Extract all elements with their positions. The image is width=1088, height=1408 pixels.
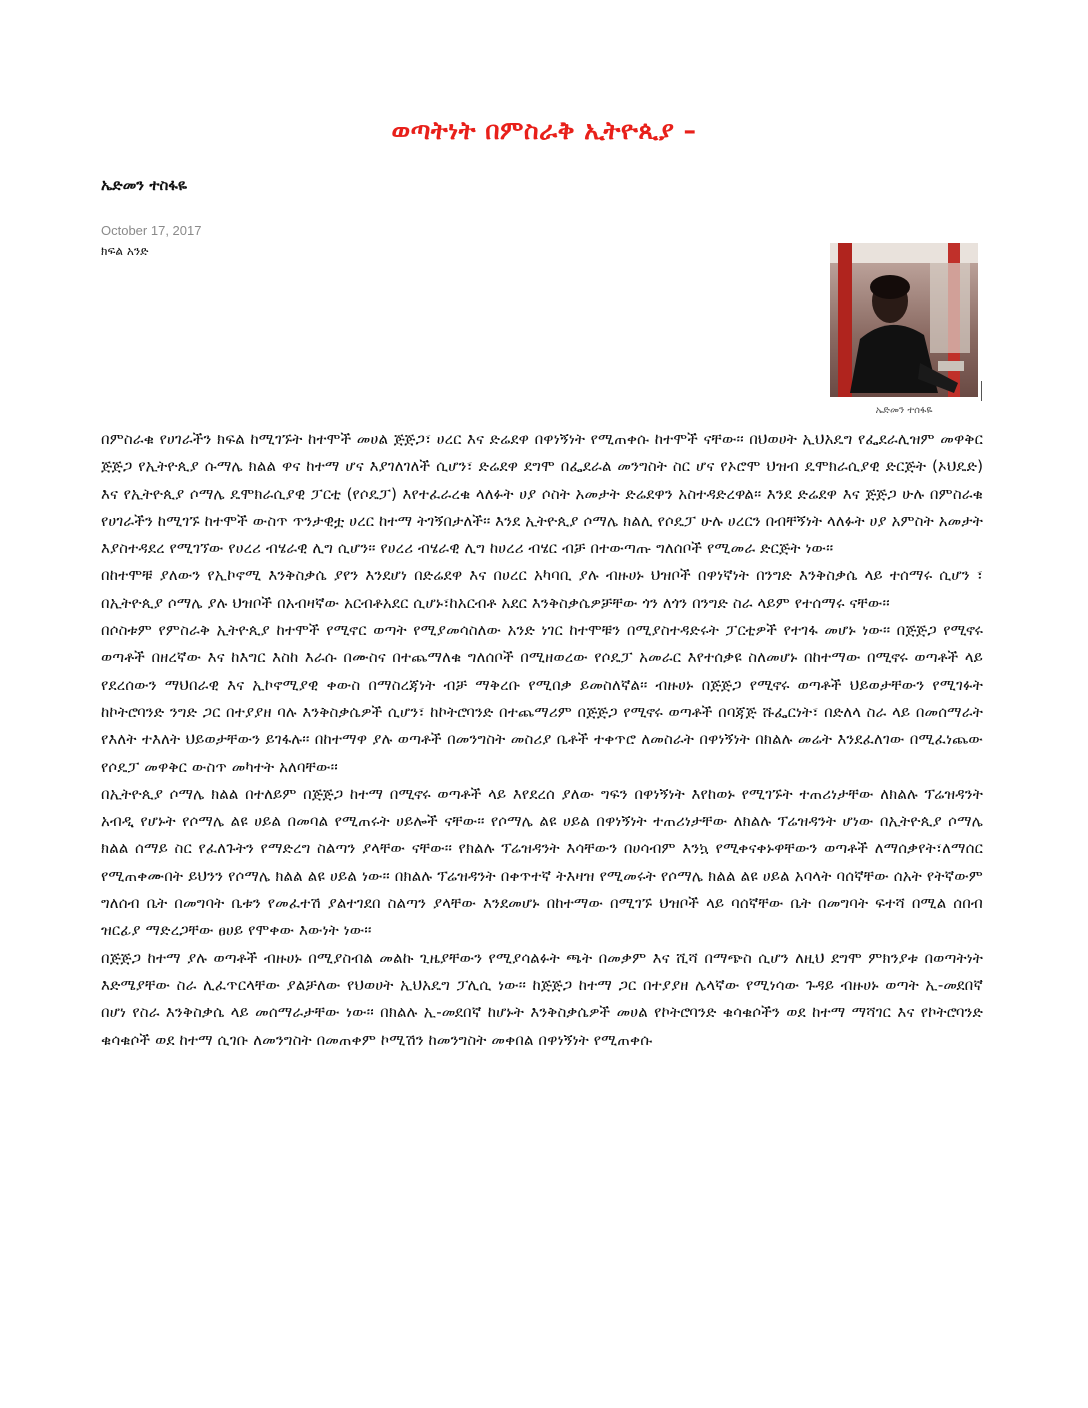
photo-caption: ኤድመን ተሰፋዬ [875, 405, 933, 416]
author-photo [830, 243, 978, 397]
paragraph: በጅጅጋ ከተማ ያሉ ወጣቶች ብዙሀኑ በሚያስብል መልኩ ጊዜያቸውን የሚያሳልፉት ጫት በመቃም እና ሺሻ በማጭስ ሲሆን ለዚህ ደግሞ ምክንያቱ በወጣትነት እድሜያቸው ስራ ሊፈጥርላቸው ያልቻለው የህወሀት ኢህአዴግ ፓሊሲ ነው፡፡ ከጅጅጋ ከተማ ጋር በተያያዘ ሌላኛው የሚነሳው ጉዳይ ብዙሀኑ ወጣት ኢ-መደበኛ በሆነ የስራ እንቅስቃሴ ላይ መሰማራታቸው ነው፡፡ በክልሉ ኢ-መደበኛ ከሆኑት እንቅስቃሴዎች መሀል የኮትሮባንድ ቁሳቁሶችን ወደ ከተማ ማሻገር እና የኮትሮባንድ ቁሳቁሶች ወደ ከተማ ሲገቡ ለመንግስት በመጠቀም ኮሚሽን ከመንግስት መቀበል በዋነኝነት የሚጠቀሱ [101, 948, 983, 1049]
paragraph: በከተሞቹ ያለውን የኢኮኖሚ እንቅስቃሴ ያየን እንደሆነ በድሬደዋ እና በሀረር አካባቢ ያሉ ብዙሀኑ ህዝቦች በዋነኛነት በንግድ እንቅስቃሴ ላይ ተሰማሩ ሲሆን ፣ በኢትዮጲያ ሶማሌ ያሉ ህዝቦች በአብዛኛው አርብቶአደር ሲሆኑ፣ከአርብቶ አደር እንቅስቃሴዎቻቸው ጎን ለጎን በንግድ ስራ ላይም የተሰማሩ ናቸው፡፡ [101, 566, 983, 612]
paragraph: በኢትዮጲያ ሶማሌ ክልል በተለይም በጅጅጋ ከተማ በሚኖሩ ወጣቶች ላይ እየደረሰ ያለው ግፍን በዋነኝነት እየከወኑ የሚገኙት ተጠሪነታቸው ለክልሉ ፕሬዝዳንት አብዲ የሆኑት የሶማሌ ልዩ ሀይል በመባል የሚጠሩት ሀይሎች ናቸው፡፡ የሶማሌ ልዩ ሀይል በዋነኝነት ተጠሪነታቸው ለክልሉ ፕሬዝዳንት ሆነው በኢትዮጲያ ሶማሌ ክልል ሰማይ ስር የፈለጉትን የማድረግ ስልጣን ያላቸው ናቸው፡፡ የክልሉ ፕሬዝዳንት እሳቸውን በሀሳብም እንኳ የሚቀናቀኑዋቸውን ወጣቶች ለማሰቃየት፣ለማሰር የሚጠቀሙበት ይህንን የሶማሌ ክልል ልዩ ሀይል ነው፡፡ በክልሉ ፕሬዝዳንት በቀጥተኛ ትእዛዝ የሚመሩት የሶማሌ ክልል ልዩ ሀይል አባላት ባሰኛቸው ሰአት የትኛውም ግለሰብ ቤት በመግባት ቤቱን የመፈተሽ ያልተገደበ ስልጣን ያላቸው እንደመሆኑ በከተማው በሚገኙ ህዝቦች ላይ ባሰኛቸው ቤት በመግባት ፍተሻ በሚል ሰበብ ዝርፊያ ማድረጋቸው ፀሀይ የሞቀው እውነት ነው፡፡ [101, 784, 983, 940]
part-label: ክፍል አንድ [101, 244, 149, 258]
paragraph: በምስራቁ የሀገራችን ክፍል ከሚገኙት ከተሞች መሀል ጅጅጋ፣ ሀረር እና ድሬደዋ በዋነኝነት የሚጠቀሱ ከተሞች ናቸው፡፡ በህወሀት ኢህአዴግ የፌደራሊዝም መዋቅር ጅጅጋ የኢትዮጲያ ሱማሌ ክልል ዋና ከተማ ሆና እያገለገለች ሲሆን፣ ድሬደዋ ደግሞ በፌደራል መንግስት ስር ሆና የኦሮሞ ህዝብ ዴሞክራሲያዊ ድርጅት (ኦህዴድ) እና የኢትዮጲያ ሶማሌ ዴሞክራሲያዊ ፓርቲ (የሶዴፓ) እየተፈራረቁ ላለፉት ሀያ ሶስት አመታት ድሬደዋን አስተዳድረዋል፡፡ እንደ ድሬደዋ እና ጅጅጋ ሁሉ በምስራቁ የሀገራችን ከሚገኙ ከተሞች ውስጥ ጥንታዊቷ ሀረር ከተማ ትገኝበታለች፡፡ እንደ ኢትዮጲያ ሶማሌ ክልሊ የሶዴፓ ሁሉ ሀረርን በብቸኝነት ላለፉት ሀያ አምስት አመታት እያስተዳደረ የሚገኘው የሀረሪ ብሄራዊ ሊግ ሲሆን፡፡ የሀረሪ ብሄራዊ ሊግ ከሀረሪ ብሄር ብቻ በተውጣጡ ግለሰቦች የሚመራ ድርጅት ነው፡፡ [101, 430, 983, 558]
article-title: ወጣትነት በምስራቅ ኢትዮጲያ – [391, 116, 697, 145]
paragraph: በሶስቱም የምስራቅ ኢትዮጲያ ከተሞች የሚኖር ወጣት የሚያመሳስለው አንድ ነገር ከተሞቹን በሚያስተዳድሩት ፓርቲዎች የተገፋ መሆኑ ነው፡፡ በጅጅጋ የሚኖሩ ወጣቶች በዘረኛው እና ከእግር እስከ እራሱ በሙስና በተጨማለቁ ግለሰቦች በሚዘወረው የሶዴፓ አመራር እየተሰቃዩ ስለመሆኑ በከተማው በሚኖሩ ወጣቶች ላይ የደረሰውን ማህበራዊ እና ኢኮኖሚያዊ ቀውስ በማስረጃነት ብቻ ማቅረቡ የሚበቃ ይመስለኛል፡፡ ብዙሀኑ በጅጅጋ የሚኖሩ ወጣቶች ህይወታቸውን የሚገፉት ከኮትሮባንድ ንግድ ጋር በተያያዘ ባሉ እንቅስቃሴዎች ሲሆን፣ ከኮትሮባንድ በተጨማሪም በጅጅጋ የሚኖሩ ወጣቶች በባጃጅ ሹፌርነት፣ በድለላ ስራ ላይ በመሰማራት የእለት ተእለት ህይወታቸውን ይገፋሉ፡፡ በከተማዋ ያሉ ወጣቶች በመንግስት መስሪያ ቤቶች ተቀጥሮ ለመስራት በዋነኝነት በክልሉ መሬት እንደፈለገው በሚፈነጨው የሶዴፓ መዋቅር ውስጥ መካተት አለባቸው፡፡ [101, 621, 983, 776]
author-name: ኤድመን ተስፋዬ [101, 176, 187, 194]
article-body [101, 426, 983, 1054]
publish-date: October 17, 2017 [101, 223, 202, 238]
photo-divider [981, 381, 982, 401]
